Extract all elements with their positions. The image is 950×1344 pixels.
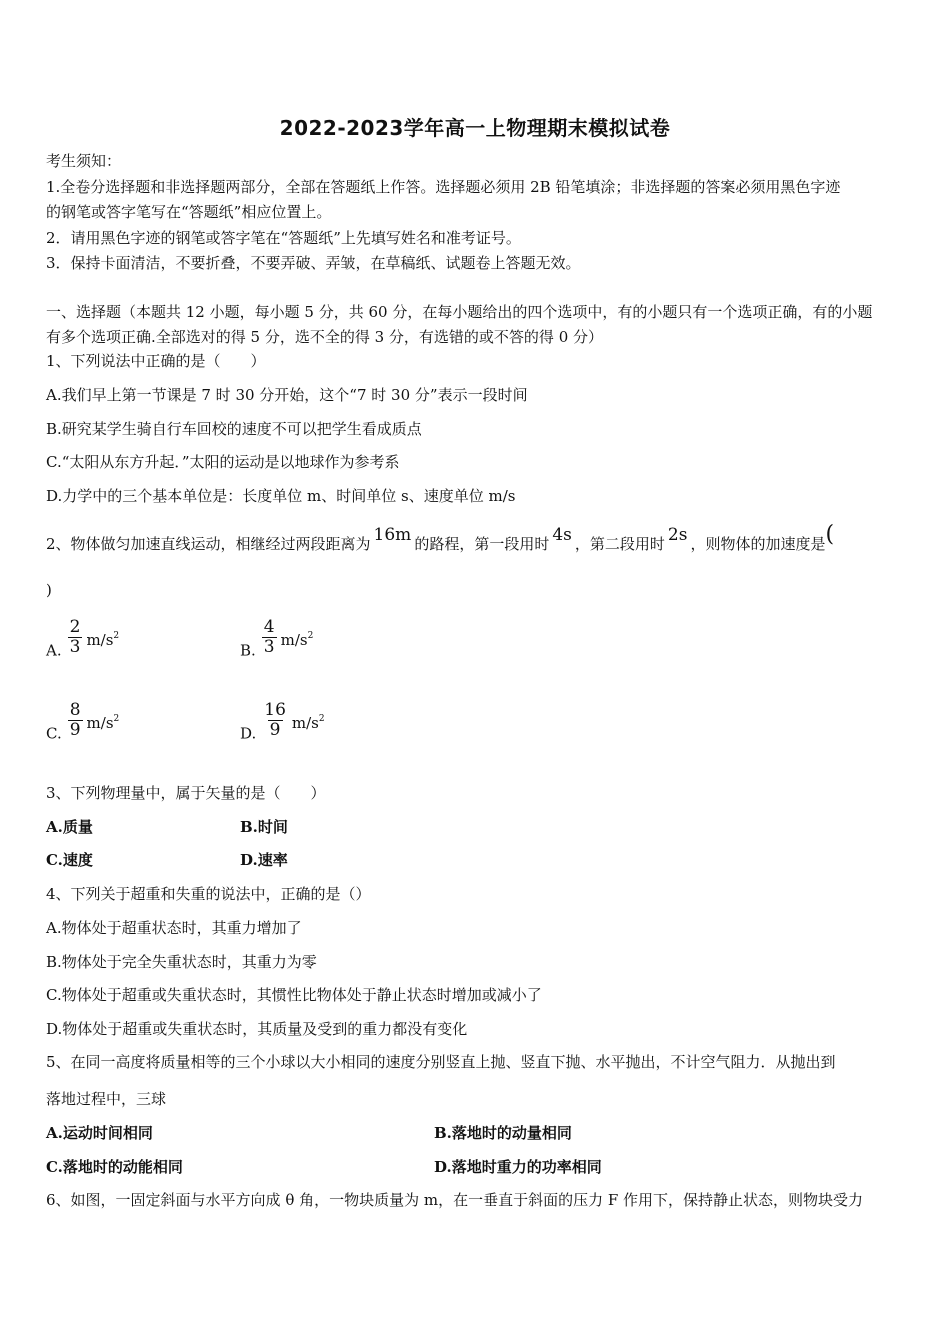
unit: [281, 631, 314, 649]
section-1-intro-line-2: 有多个选项正确.全部选对的得 5 分，选不全的得 3 分，有选错的或不答的得 0 分）: [46, 328, 604, 346]
question-2-stem-part-d: ，则物体的加速度是: [690, 535, 826, 553]
section-1-intro-line-1: 一、选择题（本题共 12 小题，每小题 5 分，共 60 分，在每小题给出的四个选项中，有的小题只有一个选项正确，有的小题: [46, 303, 873, 321]
fraction: [262, 618, 277, 657]
question-1-option-d: D.力学中的三个基本单位是：长度单位 m、时间单位 s、速度单位 m/s: [46, 487, 516, 505]
unit: [87, 714, 120, 732]
question-1-option-c: C.“太阳从东方升起．”太阳的运动是以地球作为参考系: [46, 453, 400, 471]
fraction-numerator: 2: [69, 617, 81, 637]
question-3-option-a: A.质量: [46, 818, 93, 836]
question-1-option-b: B.研究某学生骑自行车回校的速度不可以把学生看成质点: [46, 420, 422, 438]
notice-line-2: 2．请用黑色字迹的钢笔或答字笔在“答题纸”上先填写姓名和准考证号。: [46, 229, 521, 247]
fraction-denominator: 3: [263, 637, 275, 657]
fraction: [262, 701, 288, 740]
notice-line-1b: 的钢笔或答字笔写在“答题纸”相应位置上。: [46, 203, 332, 221]
question-2-stem-part-c: ，第二段用时: [574, 535, 665, 553]
fraction-denominator: 9: [269, 720, 281, 740]
fraction-numerator: 8: [69, 700, 81, 720]
option-label: C.: [46, 724, 62, 743]
question-2-time-1: 4s: [552, 525, 572, 545]
unit-base: m/s: [86, 713, 114, 732]
option-label: A.: [46, 641, 62, 660]
option-label: D.: [240, 724, 257, 743]
question-5-option-b: B.落地时的动量相同: [434, 1124, 572, 1142]
page-title: 2022-2023学年高一上物理期末模拟试卷: [279, 116, 671, 140]
option-label: B.: [240, 641, 256, 660]
question-5-option-a: A.运动时间相同: [46, 1124, 153, 1142]
question-1-option-a: A.我们早上第一节课是 7 时 30 分开始，这个“7 时 30 分”表示一段时间: [46, 386, 528, 404]
unit: [86, 631, 119, 649]
fraction-numerator: 4: [263, 617, 275, 637]
question-4-stem: 4、下列关于超重和失重的说法中，正确的是（）: [46, 885, 371, 903]
unit-base: m/s: [86, 630, 114, 649]
question-5-option-c: C.落地时的动能相同: [46, 1158, 183, 1176]
question-4-option-b: B.物体处于完全失重状态时，其重力为零: [46, 953, 317, 971]
unit-exponent: 2: [318, 713, 325, 724]
question-2-option-d: [240, 701, 325, 744]
question-6-stem: 6、如图，一固定斜面与水平方向成 θ 角，一物块质量为 m，在一垂直于斜面的压力 F 作用下，保持静止状态，则物块受力: [46, 1191, 864, 1209]
notice-line-1: 1.全卷分选择题和非选择题两部分，全部在答题纸上作答。选择题必须用 2B 铅笔填涂；非选择题的答案必须用黑色字迹: [46, 178, 841, 196]
question-4-option-c: C.物体处于超重或失重状态时，其惯性比物体处于静止状态时增加或减小了: [46, 986, 542, 1004]
fraction-denominator: 9: [69, 720, 81, 740]
notice-line-3: 3．保持卡面清洁，不要折叠，不要弄破、弄皱，在草稿纸、试题卷上答题无效。: [46, 254, 581, 272]
question-2-close-paren: ): [46, 581, 52, 599]
question-2-distance: 16m: [373, 525, 412, 545]
question-3-option-b: B.时间: [240, 818, 288, 836]
unit-exponent: 2: [113, 713, 120, 724]
question-3-option-c: C.速度: [46, 851, 93, 869]
question-2-option-c: [46, 701, 119, 744]
question-3-stem: 3、下列物理量中，属于矢量的是（ ）: [46, 784, 326, 802]
question-2-stem-part-a: 2、物体做匀加速直线运动，相继经过两段距离为: [46, 535, 371, 553]
question-2-open-paren: (: [825, 522, 835, 547]
question-2-stem-part-b: 的路程，第一段用时: [414, 535, 550, 553]
question-5-stem-line-2: 落地过程中，三球: [46, 1090, 167, 1108]
question-2-option-b: [240, 618, 313, 661]
unit-exponent: 2: [307, 630, 314, 641]
unit-base: m/s: [280, 630, 308, 649]
question-5-stem-line-1: 5、在同一高度将质量相等的三个小球以大小相同的速度分别竖直上抛、竖直下抛、水平抛出，不计空气阻力．从抛出到: [46, 1053, 836, 1071]
question-2-time-2: 2s: [667, 525, 688, 545]
question-4-option-d: D.物体处于超重或失重状态时，其质量及受到的重力都没有变化: [46, 1020, 468, 1038]
fraction-numerator: 16: [264, 700, 286, 720]
fraction: [68, 618, 83, 657]
unit-base: m/s: [291, 713, 319, 732]
unit-exponent: 2: [113, 630, 120, 641]
question-2-option-a: [46, 618, 119, 661]
question-2-stem: [46, 522, 835, 554]
unit: [292, 714, 325, 732]
fraction: [68, 701, 83, 740]
question-1-stem: 1、下列说法中正确的是（ ）: [46, 352, 266, 370]
question-3-option-d: D.速率: [240, 851, 288, 869]
question-4-option-a: A.物体处于超重状态时，其重力增加了: [46, 919, 302, 937]
question-5-option-d: D.落地时重力的功率相同: [434, 1158, 602, 1176]
fraction-denominator: 3: [69, 637, 81, 657]
notice-heading: 考生须知：: [46, 152, 122, 170]
